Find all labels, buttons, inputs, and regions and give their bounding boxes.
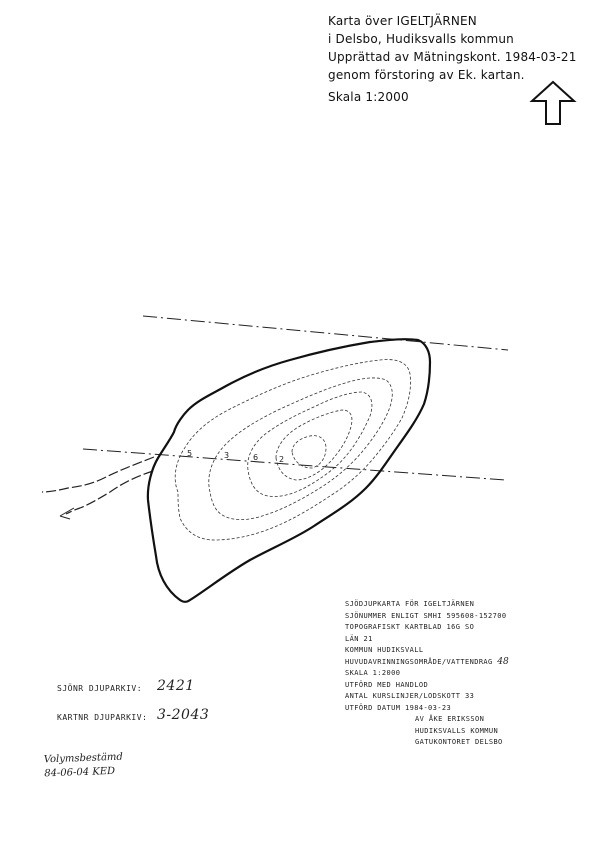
info-line: TOPOGRAFISKT KARTBLAD 16G SO [345,623,475,631]
sjonr-value: 2421 [157,678,195,694]
info-handwritten-value: 48 [497,656,509,667]
stream-lower-bank [66,471,153,514]
info-line: KOMMUN HUDIKSVALL [345,646,424,654]
survey-line-upper [143,316,508,350]
info-line-text: HUVUDAVRINNINGSOMRÅDE/VATTENDRAG [345,657,493,666]
depth-label: 3 [224,451,230,460]
survey-line-lower [83,449,505,480]
stream-upper-bank [42,457,154,492]
depth-label: 6 [253,453,259,462]
note-line: Volymsbestämd [43,751,124,766]
depth-label: 2 [279,455,285,464]
depth-contour-2 [209,378,392,520]
info-line: LÄN 21 [345,634,373,643]
info-line: UTFÖRD DATUM 1984-03-23 [345,703,452,712]
map-title-block [328,12,593,106]
sjonr-archive [57,678,195,694]
lake-shoreline [148,339,430,602]
note-line: 84-06-04 KED [44,765,116,780]
info-line: HUDIKSVALLS KOMMUN [415,726,499,735]
survey-info-block [345,599,595,749]
info-line: UTFÖRD MED HANDLOD [345,680,429,689]
info-line: GATUKONTORET DELSBO [415,738,503,746]
map-title: Karta över IGELTJÄRNEN [328,14,477,28]
depth-contour-1 [175,360,410,540]
kartnr-archive [57,707,210,723]
handwritten-note [44,751,124,782]
kartnr-label: KARTNR DJUPARKIV: [57,713,148,722]
info-line: AV ÅKE ERIKSSON [415,715,485,723]
map-creator: Upprättad av Mätningskont. 1984-03-21 [328,50,577,64]
info-line: ANTAL KURSLINJER/LODSKOTT 33 [345,692,475,700]
info-line: SJÖDJUPKARTA FÖR IGELTJÄRNEN [345,600,475,608]
depth-contour-4 [276,410,352,480]
info-line: SKALA 1:2000 [345,669,401,677]
depth-contour-3 [248,392,372,497]
depth-contour-5 [292,436,326,468]
info-line [345,657,595,669]
sjonr-label: SJÖNR DJUPARKIV: [57,684,143,693]
map-scale: Skala 1:2000 [328,90,409,104]
map-method: genom förstoring av Ek. kartan. [328,68,525,82]
kartnr-value: 3-2043 [157,707,210,723]
map-location: i Delsbo, Hudiksvalls kommun [328,32,514,46]
info-line: SJÖNUMMER ENLIGT SMHI 595608-152700 [345,611,507,620]
depth-label: 5 [187,449,193,458]
